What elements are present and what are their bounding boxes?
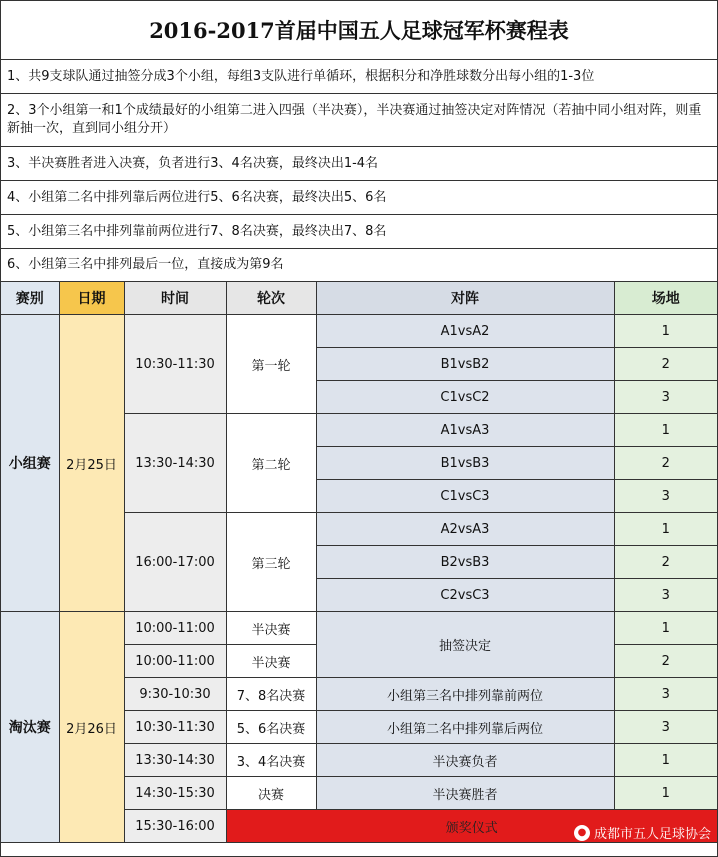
round-cell: 第一轮 [226, 315, 316, 414]
match-cell: 小组第二名中排列靠后两位 [316, 711, 614, 744]
time-cell: 15:30-16:00 [124, 810, 226, 843]
rule-3: 3、半决赛胜者进入决赛，负者进行3、4名决赛，最终决出1-4名 [1, 147, 717, 181]
venue-cell: 3 [614, 480, 717, 513]
time-cell: 14:30-15:30 [124, 777, 226, 810]
wechat-icon: ● [574, 825, 590, 841]
match-cell: 小组第三名中排列靠前两位 [316, 678, 614, 711]
round-cell: 3、4名决赛 [226, 744, 316, 777]
round-cell: 7、8名决赛 [226, 678, 316, 711]
venue-cell: 1 [614, 315, 717, 348]
header-date: 日期 [59, 282, 124, 315]
round-cell: 5、6名决赛 [226, 711, 316, 744]
round-cell: 第三轮 [226, 513, 316, 612]
venue-cell: 1 [614, 513, 717, 546]
time-cell: 13:30-14:30 [124, 744, 226, 777]
venue-cell: 3 [614, 381, 717, 414]
table-row [1, 612, 717, 645]
venue-cell: 2 [614, 645, 717, 678]
rule-6: 6、小组第三名中排列最后一位，直接成为第9名 [1, 249, 717, 282]
match-cell: A2vsA3 [316, 513, 614, 546]
round-cell: 半决赛 [226, 612, 316, 645]
match-cell: B2vsB3 [316, 546, 614, 579]
table-row [1, 315, 717, 348]
header-time: 时间 [124, 282, 226, 315]
match-cell: C2vsC3 [316, 579, 614, 612]
time-cell: 10:00-11:00 [124, 612, 226, 645]
match-cell: C1vsC3 [316, 480, 614, 513]
watermark-text: 成都市五人足球协会 [593, 827, 711, 842]
watermark-logo [574, 823, 711, 842]
stage-knockout: 淘汰赛 [1, 612, 59, 843]
header-round: 轮次 [226, 282, 316, 315]
header-match: 对阵 [316, 282, 614, 315]
date-group: 2月25日 [59, 315, 124, 612]
venue-cell: 2 [614, 447, 717, 480]
match-cell: 半决赛胜者 [316, 777, 614, 810]
match-cell: 半决赛负者 [316, 744, 614, 777]
venue-cell: 1 [614, 777, 717, 810]
match-cell: B1vsB3 [316, 447, 614, 480]
match-cell: C1vsC2 [316, 381, 614, 414]
round-cell: 决赛 [226, 777, 316, 810]
venue-cell: 1 [614, 744, 717, 777]
time-cell: 16:00-17:00 [124, 513, 226, 612]
time-cell: 13:30-14:30 [124, 414, 226, 513]
venue-cell: 2 [614, 546, 717, 579]
venue-cell: 1 [614, 612, 717, 645]
round-cell: 第二轮 [226, 414, 316, 513]
venue-cell: 2 [614, 348, 717, 381]
time-cell: 10:30-11:30 [124, 711, 226, 744]
time-cell: 9:30-10:30 [124, 678, 226, 711]
stage-group: 小组赛 [1, 315, 59, 612]
rule-5: 5、小组第三名中排列靠前两位进行7、8名决赛，最终决出7、8名 [1, 215, 717, 249]
table-header-row [1, 282, 717, 315]
venue-cell: 3 [614, 678, 717, 711]
header-venue: 场地 [614, 282, 717, 315]
page-title: 2016-2017首届中国五人足球冠军杯赛程表 [1, 1, 717, 60]
schedule-table [1, 282, 717, 843]
header-type: 赛别 [1, 282, 59, 315]
match-cell-draw: 抽签决定 [316, 612, 614, 678]
round-cell: 半决赛 [226, 645, 316, 678]
rule-4: 4、小组第二名中排列靠后两位进行5、6名决赛，最终决出5、6名 [1, 181, 717, 215]
time-cell: 10:00-11:00 [124, 645, 226, 678]
venue-cell: 3 [614, 711, 717, 744]
rule-1: 1、共9支球队通过抽签分成3个小组，每组3支队进行单循环，根据积分和净胜球数分出每小组的1-3位 [1, 60, 717, 94]
rule-2: 2、3个小组第一和1个成绩最好的小组第二进入四强（半决赛），半决赛通过抽签决定对阵情况（若抽中同小组对阵，则重新抽一次，直到同小组分开） [1, 94, 717, 147]
ceremony-cell: 颁奖仪式 [226, 810, 717, 843]
time-cell: 10:30-11:30 [124, 315, 226, 414]
match-cell: B1vsB2 [316, 348, 614, 381]
venue-cell: 3 [614, 579, 717, 612]
match-cell: A1vsA3 [316, 414, 614, 447]
match-cell: A1vsA2 [316, 315, 614, 348]
date-knockout: 2月26日 [59, 612, 124, 843]
venue-cell: 1 [614, 414, 717, 447]
